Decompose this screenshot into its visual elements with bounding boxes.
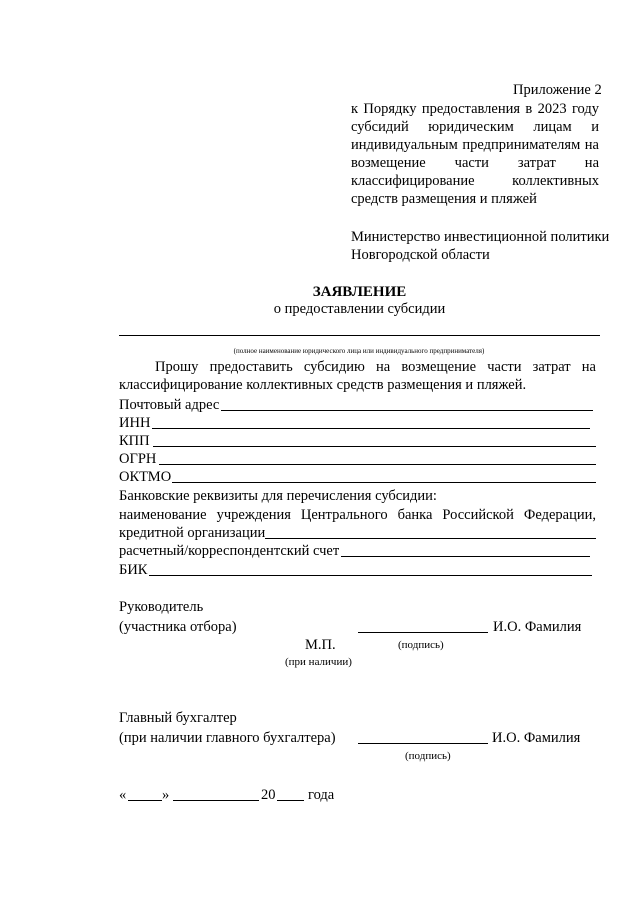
document-title: ЗАЯВЛЕНИЕ bbox=[312, 284, 407, 300]
stamp-caption: (при наличии) bbox=[285, 656, 352, 668]
request-line-2: классифицирование коллективных средств размещения и пляжей. bbox=[119, 377, 527, 393]
bik-label: БИК bbox=[119, 562, 148, 578]
account-input[interactable] bbox=[341, 556, 590, 557]
date-year-input[interactable] bbox=[277, 800, 304, 801]
kpp-label: КПП bbox=[119, 433, 150, 449]
entity-name-caption: (полное наименование юридического лица или индивидуального предпринимателя) bbox=[233, 347, 485, 355]
account-label: расчетный/корреспондентский счет bbox=[119, 543, 340, 559]
accountant-name: И.О. Фамилия bbox=[492, 730, 581, 746]
date-day-input[interactable] bbox=[128, 800, 162, 801]
oktmo-label: ОКТМО bbox=[119, 469, 172, 485]
kpp-input[interactable] bbox=[153, 446, 596, 447]
head-signature-caption: (подпись) bbox=[398, 639, 444, 651]
recipient-line-1: Министерство инвестиционной политики bbox=[351, 229, 610, 245]
appendix-line-3: индивидуальным предпринимателям на bbox=[351, 137, 599, 153]
inn-input[interactable] bbox=[152, 428, 590, 429]
postal-address-input[interactable] bbox=[221, 410, 593, 411]
oktmo-input[interactable] bbox=[172, 482, 596, 483]
credit-org-input[interactable] bbox=[265, 538, 596, 539]
appendix-line-1: к Порядку предоставления в 2023 году bbox=[351, 101, 599, 117]
bank-details-label: Банковские реквизиты для перечисления субсидии: bbox=[119, 488, 437, 504]
date-month-input[interactable] bbox=[173, 800, 259, 801]
accountant-sublabel: (при наличии главного бухгалтера) bbox=[119, 730, 336, 746]
head-sublabel: (участника отбора) bbox=[119, 619, 237, 635]
credit-org-label: кредитной организации bbox=[119, 525, 266, 541]
ogrn-label: ОГРН bbox=[119, 451, 157, 467]
appendix-line-5: классифицирование коллективных bbox=[351, 173, 599, 189]
accountant-signature-input[interactable] bbox=[358, 743, 488, 744]
request-line-1: Прошу предоставить субсидию на возмещение части затрат на bbox=[155, 359, 596, 375]
inn-label: ИНН bbox=[119, 415, 151, 431]
stamp-label: М.П. bbox=[305, 637, 336, 653]
date-open-quote: « bbox=[119, 787, 127, 803]
bik-input[interactable] bbox=[149, 575, 592, 576]
accountant-signature-caption: (подпись) bbox=[405, 750, 451, 762]
head-name: И.О. Фамилия bbox=[493, 619, 582, 635]
ogrn-input[interactable] bbox=[159, 464, 596, 465]
head-label: Руководитель bbox=[119, 599, 204, 615]
head-signature-input[interactable] bbox=[358, 632, 488, 633]
cb-institution-label: наименование учреждения Центрального банка Российской Федерации, bbox=[119, 507, 596, 523]
date-century: 20 bbox=[261, 787, 276, 803]
date-year-word: года bbox=[308, 787, 335, 803]
appendix-line-6: средств размещения и пляжей bbox=[351, 191, 537, 207]
recipient-line-2: Новгородской области bbox=[351, 247, 490, 263]
entity-name-line[interactable] bbox=[119, 335, 600, 336]
appendix-line-2: субсидий юридическим лицам и bbox=[351, 119, 599, 135]
postal-address-label: Почтовый адрес bbox=[119, 397, 220, 413]
appendix-title: Приложение 2 bbox=[513, 82, 602, 98]
date-close-quote: » bbox=[162, 787, 170, 803]
appendix-line-4: возмещение части затрат на bbox=[351, 155, 599, 171]
accountant-label: Главный бухгалтер bbox=[119, 710, 237, 726]
document-subtitle: о предоставлении субсидии bbox=[273, 301, 446, 317]
